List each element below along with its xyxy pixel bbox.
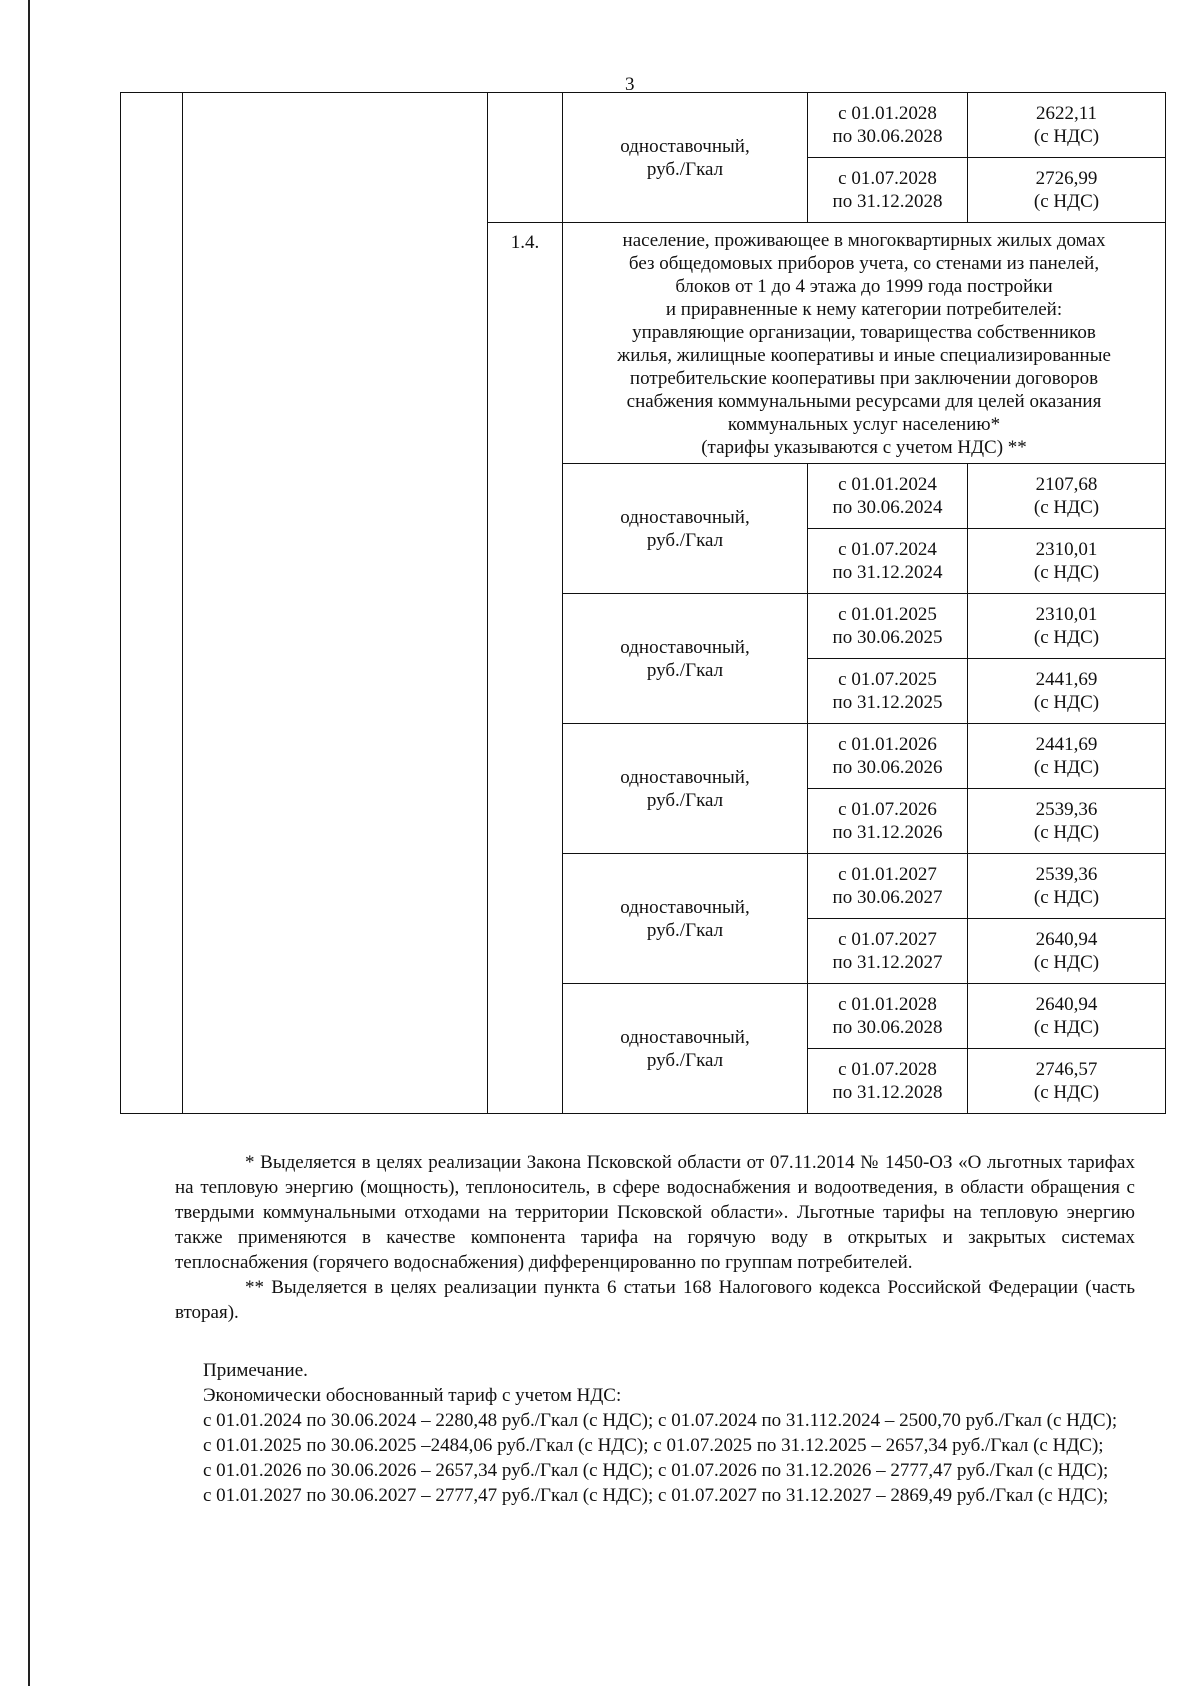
page-number: 3 <box>625 74 635 95</box>
period: с 01.07.2024 по 31.12.2024 <box>808 529 968 594</box>
tariff-value: 2726,99 (с НДС) <box>968 158 1166 223</box>
tariff-value: 2539,36 (с НДС) <box>968 854 1166 919</box>
tariff-value: 2746,57 (с НДС) <box>968 1049 1166 1114</box>
footnote-2: ** Выделяется в целях реализации пункта 6 статьи 168 Налогового кодекса Российской Федерации (часть вторая). <box>175 1277 1135 1323</box>
tariff-value: 2310,01 (с НДС) <box>968 529 1166 594</box>
note-line: с 01.01.2027 по 30.06.2027 – 2777,47 руб./Гкал (с НДС); с 01.07.2027 по 31.12.2027 – 2869,49 руб./Гкал (с НДС); <box>203 1485 1109 1506</box>
tariff-value: 2640,94 (с НДС) <box>968 919 1166 984</box>
empty-cell-a <box>121 93 183 1114</box>
rate-type: одноставочный, руб./Гкал <box>563 984 808 1114</box>
note-line: с 01.01.2025 по 30.06.2025 –2484,06 руб./Гкал (с НДС); с 01.07.2025 по 31.12.2025 – 2657,34 руб./Гкал (с НДС); <box>203 1435 1104 1456</box>
period: с 01.01.2025 по 30.06.2025 <box>808 594 968 659</box>
tariff-value: 2622,11 (с НДС) <box>968 93 1166 158</box>
table-row <box>121 93 1166 158</box>
rate-type: одноставочный, руб./Гкал <box>563 724 808 854</box>
period: с 01.07.2025 по 31.12.2025 <box>808 659 968 724</box>
note-line: с 01.01.2026 по 30.06.2026 – 2657,34 руб./Гкал (с НДС); с 01.07.2026 по 31.12.2026 – 2777,47 руб./Гкал (с НДС); <box>203 1460 1109 1481</box>
footnote-1: * Выделяется в целях реализации Закона Псковской области от 07.11.2014 № 1450-ОЗ «О льготных тарифах на тепловую энергию (мощность), теплоноситель, в сфере водоснабжения и водоотведения, в области обращения с твердыми коммунальными отходами на территории Псковской области». Льготные тарифы на тепловую энергию также применяются в качестве компонента тарифа на горячую воду в открытых и закрытых системах теплоснабжения (горячего водоснабжения) дифференцированно по группам потребителей. <box>175 1152 1135 1273</box>
tariff-value: 2539,36 (с НДС) <box>968 789 1166 854</box>
rate-type: одноставочный, руб./Гкал <box>563 854 808 984</box>
note-section <box>175 1358 1135 1508</box>
period: с 01.07.2026 по 31.12.2026 <box>808 789 968 854</box>
period: с 01.01.2027 по 30.06.2027 <box>808 854 968 919</box>
period: с 01.01.2024 по 30.06.2024 <box>808 464 968 529</box>
footnotes <box>175 1150 1135 1325</box>
note-label: Примечание. <box>203 1360 308 1381</box>
rate-type: одноставочный, руб./Гкал <box>563 594 808 724</box>
rate-type: одноставочный, руб./Гкал <box>563 464 808 594</box>
empty-cell-b <box>183 93 488 1114</box>
tariff-value: 2310,01 (с НДС) <box>968 594 1166 659</box>
period: с 01.01.2028 по 30.06.2028 <box>808 984 968 1049</box>
page-left-border <box>28 0 30 1686</box>
period: с 01.07.2028 по 31.12.2028 <box>808 158 968 223</box>
tariff-table <box>120 92 1166 1114</box>
period: с 01.07.2027 по 31.12.2027 <box>808 919 968 984</box>
note-subtitle: Экономически обоснованный тариф с учетом НДС: <box>203 1385 622 1406</box>
rate-type: одноставочный, руб./Гкал <box>563 93 808 223</box>
tariff-value: 2640,94 (с НДС) <box>968 984 1166 1049</box>
section-number: 1.4. <box>488 223 563 1114</box>
period: с 01.07.2028 по 31.12.2028 <box>808 1049 968 1114</box>
tariff-value: 2107,68 (с НДС) <box>968 464 1166 529</box>
empty-cell-c <box>488 93 563 223</box>
section-text: население, проживающее в многоквартирных жилых домах без общедомовых приборов учета, со стенами из панелей, блоков от 1 до 4 этажа до 1999 года постройки и приравненные к нему категории потребителей: управляющие организации, товарищества собственников жилья, жилищные кооперативы и иные специализированные потребительские кооперативы при заключении договоров снабжения коммунальными ресурсами для целей оказания коммунальных услуг населению* (тарифы указываются с учетом НДС) ** <box>563 223 1166 464</box>
period: с 01.01.2028 по 30.06.2028 <box>808 93 968 158</box>
tariff-value: 2441,69 (с НДС) <box>968 659 1166 724</box>
note-line: с 01.01.2024 по 30.06.2024 – 2280,48 руб./Гкал (с НДС); с 01.07.2024 по 31.112.2024 – 2500,70 руб./Гкал (с НДС); <box>203 1410 1118 1431</box>
period: с 01.01.2026 по 30.06.2026 <box>808 724 968 789</box>
tariff-value: 2441,69 (с НДС) <box>968 724 1166 789</box>
